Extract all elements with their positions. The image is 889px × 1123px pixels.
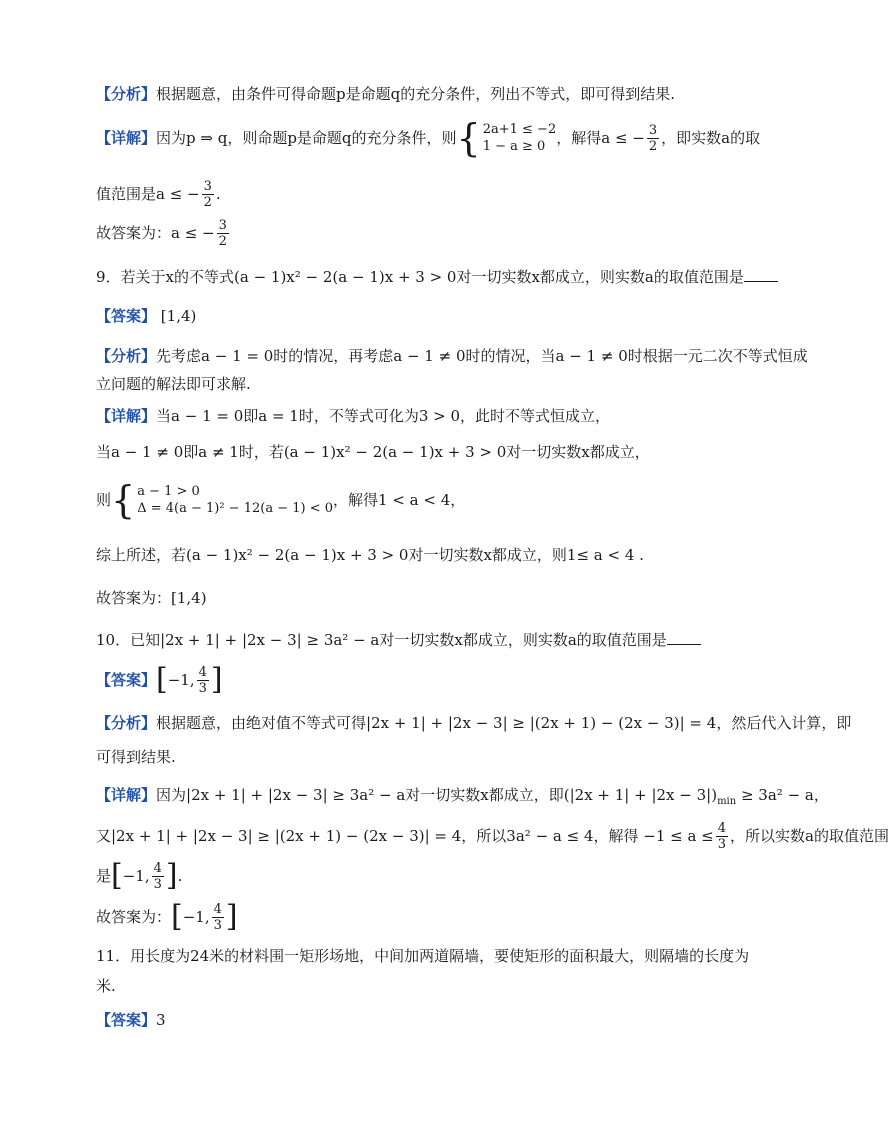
- analysis-text: 根据题意，由条件可得命题p是命题q的充分条件，列出不等式，即可得到结果.: [156, 85, 675, 103]
- period: .: [177, 867, 183, 885]
- fraction-denominator: 2: [648, 138, 658, 154]
- detail-10-answer: [96, 899, 698, 935]
- detail-9-line-2: [96, 441, 698, 463]
- detail-tag: 【详解】: [96, 407, 157, 425]
- answer-value: [1,4): [160, 307, 197, 325]
- answer-text: 故答案为：[1,4): [96, 589, 207, 607]
- analysis-9-line-2: [96, 373, 698, 395]
- fraction-denominator: 3: [153, 876, 162, 892]
- interval-left: −1,: [182, 908, 210, 926]
- analysis-text: 根据题意，由绝对值不等式可得|2x + 1| + |2x − 3| ≥ |(2x + 1) − (2x − 3)| = 4，然后代入计算，即: [156, 714, 852, 732]
- detail-line-q8: [96, 116, 761, 160]
- detail-text: ≥ 3a² − a，: [736, 786, 829, 804]
- answer-blank: [667, 630, 701, 645]
- detail-9-answer: [96, 587, 698, 609]
- answer-line-q8: [96, 215, 698, 251]
- question-10: [96, 629, 698, 651]
- analysis-10-line-2: [96, 746, 698, 768]
- answer-blank: [744, 267, 778, 282]
- analysis-9-line-1: [96, 345, 808, 367]
- question-10-text: 10．已知|2x + 1| + |2x − 3| ≥ 3a² − a对一切实数x都成立，则实数a的取值范围是: [96, 631, 667, 649]
- analysis-text: 立问题的解法即可求解.: [96, 375, 251, 393]
- answer-value: 3: [156, 1011, 166, 1029]
- detail-text-b: ，解得a ≤ −: [556, 129, 645, 147]
- question-9-text: 9．若关于x的不等式(a − 1)x² − 2(a − 1)x + 3 > 0对一切实数x都成立，则实数a的取值范围是: [96, 268, 744, 286]
- interval: [ −1, $\frac{4}{3}$ ]: [111, 858, 178, 893]
- fraction-numerator: 3: [203, 178, 212, 194]
- detail-text: 是: [96, 867, 112, 885]
- fraction-numerator: 4: [153, 860, 162, 876]
- interval-left: −1,: [122, 867, 150, 885]
- answer-11: [96, 1009, 698, 1031]
- analysis-text: 可得到结果.: [96, 748, 176, 766]
- answer-10: [96, 662, 698, 698]
- period: .: [215, 185, 221, 203]
- fraction-numerator: 4: [198, 664, 207, 680]
- inequality-system: [456, 116, 557, 160]
- left-brace: {: [111, 478, 136, 522]
- fraction-denominator: 2: [203, 194, 212, 210]
- detail-text-c: ，即实数a的取: [661, 129, 761, 147]
- question-11-text: 米.: [96, 977, 116, 995]
- analysis-line-q8: [96, 83, 698, 105]
- answer-tag: 【答案】: [96, 307, 157, 325]
- question-11-line-2: [96, 975, 698, 997]
- analysis-tag: 【分析】: [96, 347, 157, 365]
- fraction-denominator: 3: [717, 836, 727, 852]
- analysis-tag: 【分析】: [96, 714, 157, 732]
- system-row-1: 2a+1 ≤ −2: [482, 122, 557, 137]
- detail-9-system: [96, 478, 698, 522]
- fraction: [716, 821, 728, 852]
- fraction: [217, 218, 229, 249]
- fraction-denominator: 2: [218, 233, 227, 249]
- fraction-denominator: 3: [213, 917, 222, 933]
- question-11-line-1: [96, 945, 750, 967]
- fraction-denominator: 3: [198, 680, 207, 696]
- left-brace: {: [456, 116, 481, 160]
- solve-text: ，解得1 < a < 4，: [333, 491, 466, 509]
- fraction: [152, 861, 164, 892]
- detail-9-summary: [96, 544, 698, 566]
- detail-text: 因为|2x + 1| + |2x − 3| ≥ 3a² − a对一切实数x都成立，即(|2x + 1| + |2x − 3|): [156, 786, 718, 804]
- system-row-2: 1 − a ≥ 0: [482, 139, 546, 154]
- min-subscript: min: [717, 796, 737, 807]
- fraction: [647, 123, 659, 154]
- detail-text: ，所以实数a的取值范围: [730, 827, 889, 845]
- analysis-tag: 【分析】: [96, 85, 157, 103]
- detail-text: 当a − 1 = 0即a = 1时，不等式可化为3 > 0，此时不等式恒成立，: [156, 407, 611, 425]
- then-text: 则: [96, 491, 112, 509]
- answer-text: 故答案为：: [96, 908, 172, 926]
- range-text: 值范围是a ≤ −: [96, 185, 200, 203]
- analysis-10-line-1: [96, 712, 852, 734]
- fraction: [202, 179, 214, 210]
- answer-9: [96, 305, 698, 327]
- question-9: [96, 266, 744, 288]
- detail-10-line-2: [96, 818, 889, 854]
- answer-tag: 【答案】: [96, 1011, 157, 1029]
- detail-text: 当a − 1 ≠ 0即a ≠ 1时，若(a − 1)x² − 2(a − 1)x + 3 > 0对一切实数x都成立，: [96, 443, 650, 461]
- interval: [ −1, $\frac{4}{3}$ ]: [156, 662, 223, 697]
- fraction-numerator: 3: [218, 217, 227, 233]
- summary-text: 综上所述，若(a − 1)x² − 2(a − 1)x + 3 > 0对一切实数x都成立，则1≤ a < 4 .: [96, 546, 644, 564]
- detail-tag: 【详解】: [96, 129, 157, 147]
- inequality-system: [111, 478, 334, 522]
- fraction-numerator: 4: [213, 901, 222, 917]
- answer-text: 故答案为：a ≤ −: [96, 224, 215, 242]
- analysis-text: 先考虑a − 1 = 0时的情况，再考虑a − 1 ≠ 0时的情况，当a − 1 ≠ 0时根据一元二次不等式恒成: [156, 347, 808, 365]
- fraction: [212, 902, 224, 933]
- system-row-2: Δ = 4(a − 1)² − 12(a − 1) < 0: [137, 501, 334, 516]
- fraction-numerator: 3: [648, 122, 658, 138]
- detail-10-line-3: [96, 858, 698, 894]
- fraction: [197, 665, 209, 696]
- detail-9-line-1: [96, 405, 698, 427]
- interval-left: −1,: [167, 671, 195, 689]
- question-11-text: 11．用长度为24米的材料围一矩形场地，中间加两道隔墙，要使矩形的面积最大，则隔墙的长度为: [96, 947, 750, 965]
- answer-tag: 【答案】: [96, 671, 157, 689]
- detail-10-line-1: [96, 784, 829, 813]
- detail-text-a: 因为p ⇒ q，则命题p是命题q的充分条件，则: [156, 129, 457, 147]
- detail-text: 又|2x + 1| + |2x − 3| ≥ |(2x + 1) − (2x − 3)| = 4，所以3a² − a ≤ 4，解得 −1 ≤ a ≤: [96, 827, 714, 845]
- detail-tag: 【详解】: [96, 786, 157, 804]
- system-row-1: a − 1 > 0: [137, 484, 200, 499]
- interval: [ −1, $\frac{4}{3}$ ]: [171, 899, 238, 934]
- range-line-q8: [96, 176, 698, 212]
- fraction-numerator: 4: [717, 820, 727, 836]
